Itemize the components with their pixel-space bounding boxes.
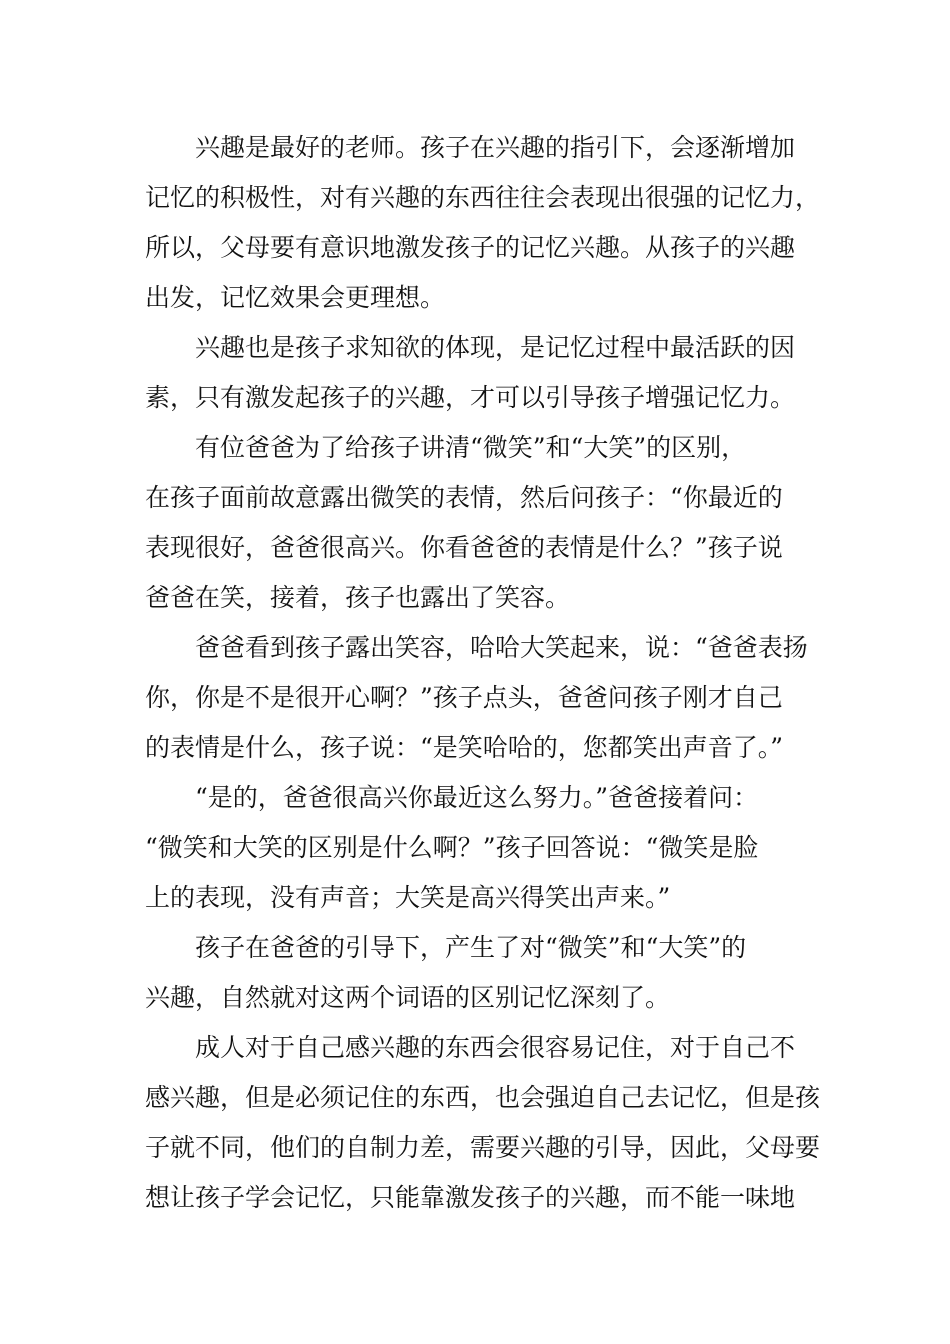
text-line: “是的，爸爸很高兴你最近这么努力。”爸爸接着问：	[195, 783, 759, 812]
text-line: 所以，父母要有意识地激发孩子的记忆兴趣。从孩子的兴趣	[145, 233, 796, 262]
text-line: 兴趣是最好的老师。孩子在兴趣的指引下，会逐渐增加	[195, 133, 796, 162]
text-line: 的表情是什么，孩子说：“是笑哈哈的，您都笑出声音了。”	[145, 733, 784, 762]
text-line: 感兴趣，但是必须记住的东西，也会强迫自己去记忆，但是孩	[145, 1083, 821, 1112]
text-line: 孩子在爸爸的引导下，产生了对“微笑”和“大笑”的	[195, 933, 747, 962]
text-line: 想让孩子学会记忆，只能靠激发孩子的兴趣，而不能一味地	[145, 1183, 796, 1212]
text-line: 兴趣也是孩子求知欲的体现，是记忆过程中最活跃的因	[195, 333, 796, 362]
text-line: 你，你是不是很开心啊？”孩子点头，爸爸问孩子刚才自己	[145, 683, 783, 712]
text-line: 兴趣，自然就对这两个词语的区别记忆深刻了。	[145, 983, 671, 1012]
text-line: 有位爸爸为了给孩子讲清“微笑”和“大笑”的区别，	[195, 433, 747, 462]
text-line: 记忆的积极性，对有兴趣的东西往往会表现出很强的记忆力，	[145, 183, 821, 212]
text-line: 出发，记忆效果会更理想。	[145, 283, 446, 312]
text-line: 成人对于自己感兴趣的东西会很容易记住，对于自己不	[195, 1033, 796, 1062]
text-line: “微笑和大笑的区别是什么啊？”孩子回答说：“微笑是脸	[145, 833, 759, 862]
text-line: 表现很好，爸爸很高兴。你看爸爸的表情是什么？”孩子说	[145, 533, 783, 562]
text-line: 在孩子面前故意露出微笑的表情，然后问孩子：“你最近的	[145, 483, 783, 512]
text-line: 爸爸看到孩子露出笑容，哈哈大笑起来，说：“爸爸表扬	[195, 633, 808, 662]
text-line: 子就不同，他们的自制力差，需要兴趣的引导，因此，父母要	[145, 1133, 821, 1162]
text-line: 上的表现，没有声音；大笑是高兴得笑出声来。”	[145, 883, 671, 912]
text-line: 爸爸在笑，接着，孩子也露出了笑容。	[145, 583, 571, 612]
text-line: 素，只有激发起孩子的兴趣，才可以引导孩子增强记忆力。	[145, 383, 796, 412]
